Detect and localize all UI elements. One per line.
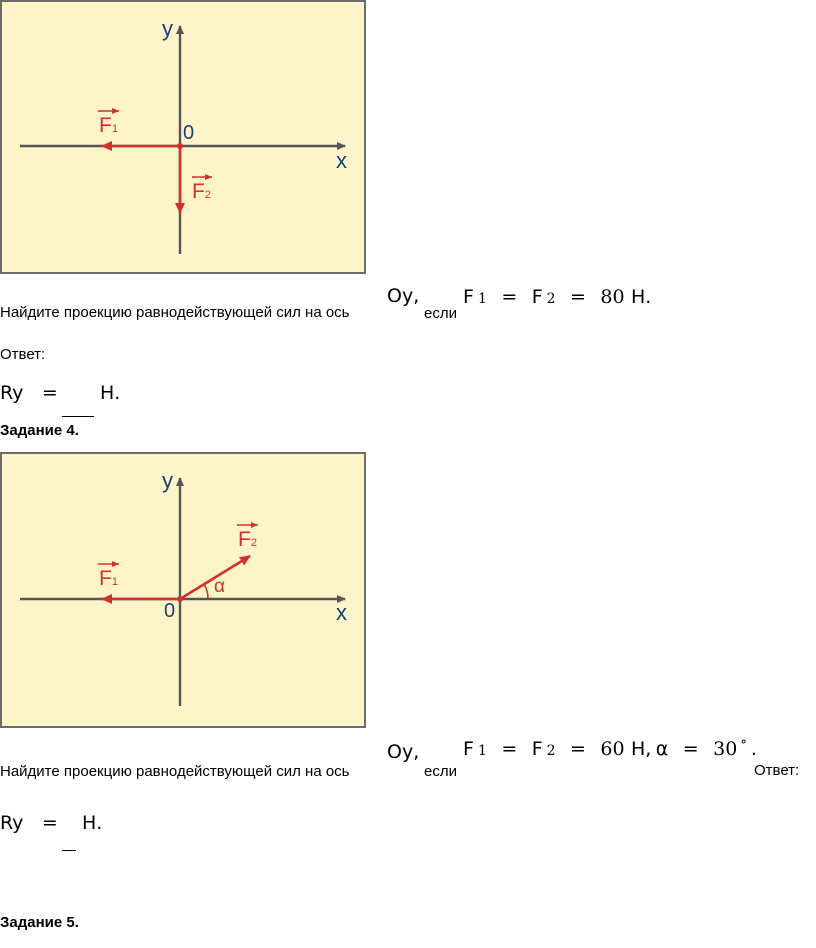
task4-if-word: если — [424, 763, 457, 780]
task4-heading: Задание 4. — [0, 422, 79, 439]
task4-formula: F 1 = F 2 = 60 Н, α = 30 ° . — [463, 738, 757, 760]
task4-answer-unit: Н. — [82, 812, 103, 834]
task3-answer-blank[interactable] — [62, 398, 94, 417]
task3-answer-unit: Н. — [100, 382, 121, 404]
task4-answer-label: Ответ: — [754, 762, 800, 779]
origin-label: 0 — [164, 600, 176, 622]
f1-label: F1 — [99, 567, 118, 590]
origin-label: 0 — [183, 122, 195, 144]
task3-answer-formula: Ry = — [0, 382, 58, 404]
angle-label: α — [214, 576, 225, 597]
task3-answer-label: Ответ: — [0, 346, 46, 363]
task3-question: Найдите проекцию равнодействующей сил на ось — [0, 304, 350, 321]
angle-arc — [204, 584, 208, 599]
task4-axis-name: Oy, — [387, 741, 420, 763]
task4-answer-formula: Ry = — [0, 812, 58, 834]
f2-label: F2 — [238, 528, 257, 551]
task3-axis-name: Oy, — [387, 285, 420, 307]
task5-heading: Задание 5. — [0, 914, 79, 931]
x-axis-label: x — [336, 600, 347, 625]
origin-point — [177, 596, 183, 602]
figure-2-svg — [2, 454, 368, 730]
f1-label: F1 — [99, 114, 118, 137]
y-axis-label: y — [162, 16, 173, 41]
task3-if-word: если — [424, 305, 457, 322]
task3-formula: F 1 = F 2 = 80 Н. — [463, 286, 652, 308]
figure-1 — [0, 0, 366, 274]
figure-2 — [0, 452, 366, 728]
x-axis-label: x — [336, 148, 347, 173]
f2-label: F2 — [192, 180, 211, 203]
task4-question: Найдите проекцию равнодействующей сил на ось — [0, 763, 350, 780]
task4-answer-blank[interactable] — [62, 830, 76, 851]
y-axis-label: y — [162, 468, 173, 493]
